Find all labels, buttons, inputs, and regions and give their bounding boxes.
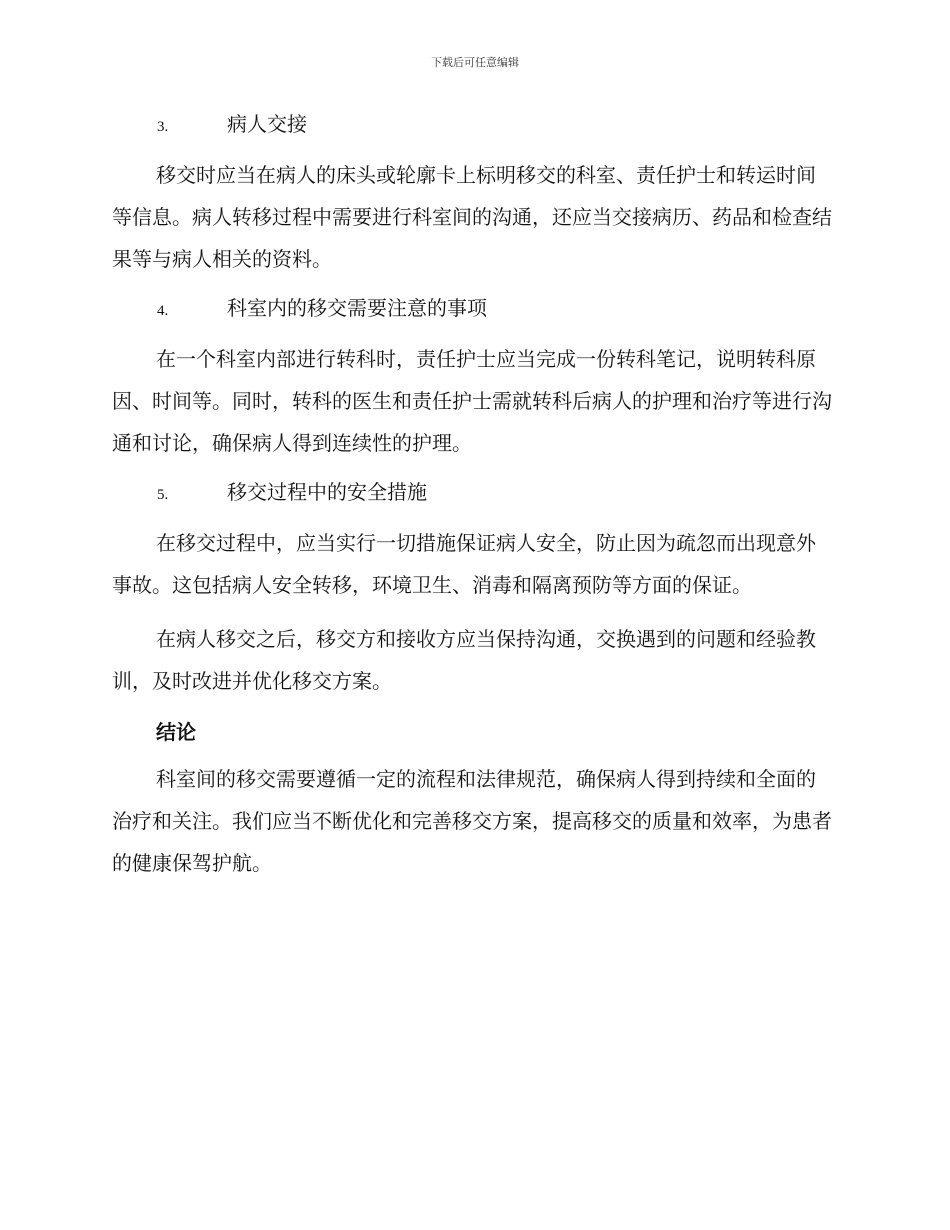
section-paragraph: 移交时应当在病人的床头或轮廓卡上标明移交的科室、责任护士和转运时间等信息。病人转移过程中需要进行科室间的沟通，还应当交接病历、药品和检查结果等与病人相关的资料。 — [112, 163, 832, 271]
conclusion-paragraph: 科室间的移交需要遵循一定的流程和法律规范，确保病人得到持续和全面的治疗和关注。我们应当不断优化和完善移交方案，提高移交的质量和效率，为患者的健康保驾护航。 — [112, 767, 832, 875]
page-header: 下载后可任意编辑 — [431, 56, 519, 69]
document-body — [112, 108, 834, 896]
conclusion-heading: 结论 — [156, 720, 196, 744]
section-heading-3 — [112, 108, 834, 148]
section-paragraph: 在一个科室内部进行转科时，责任护士应当完成一份转科笔记，说明转科原因、时间等。同时，转科的医生和责任护士需就转科后病人的护理和治疗等进行沟通和讨论，确保病人得到连续性的护理。 — [112, 347, 832, 455]
section-number: 3. — [157, 119, 169, 135]
section-title: 科室内的移交需要注意的事项 — [227, 296, 487, 320]
section-number: 5. — [157, 487, 169, 503]
section-title: 病人交接 — [227, 112, 307, 136]
section-number: 4. — [157, 303, 169, 319]
section-paragraph: 在移交过程中，应当实行一切措施保证病人安全，防止因为疏忽而出现意外事故。这包括病人安全转移，环境卫生、消毒和隔离预防等方面的保证。 — [112, 531, 816, 597]
section-heading-4 — [112, 292, 834, 332]
section-title: 移交过程中的安全措施 — [227, 480, 427, 504]
followup-paragraph: 在病人移交之后，移交方和接收方应当保持沟通，交换遇到的问题和经验教训，及时改进并优化移交方案。 — [112, 627, 816, 693]
section-heading-5 — [112, 476, 834, 516]
